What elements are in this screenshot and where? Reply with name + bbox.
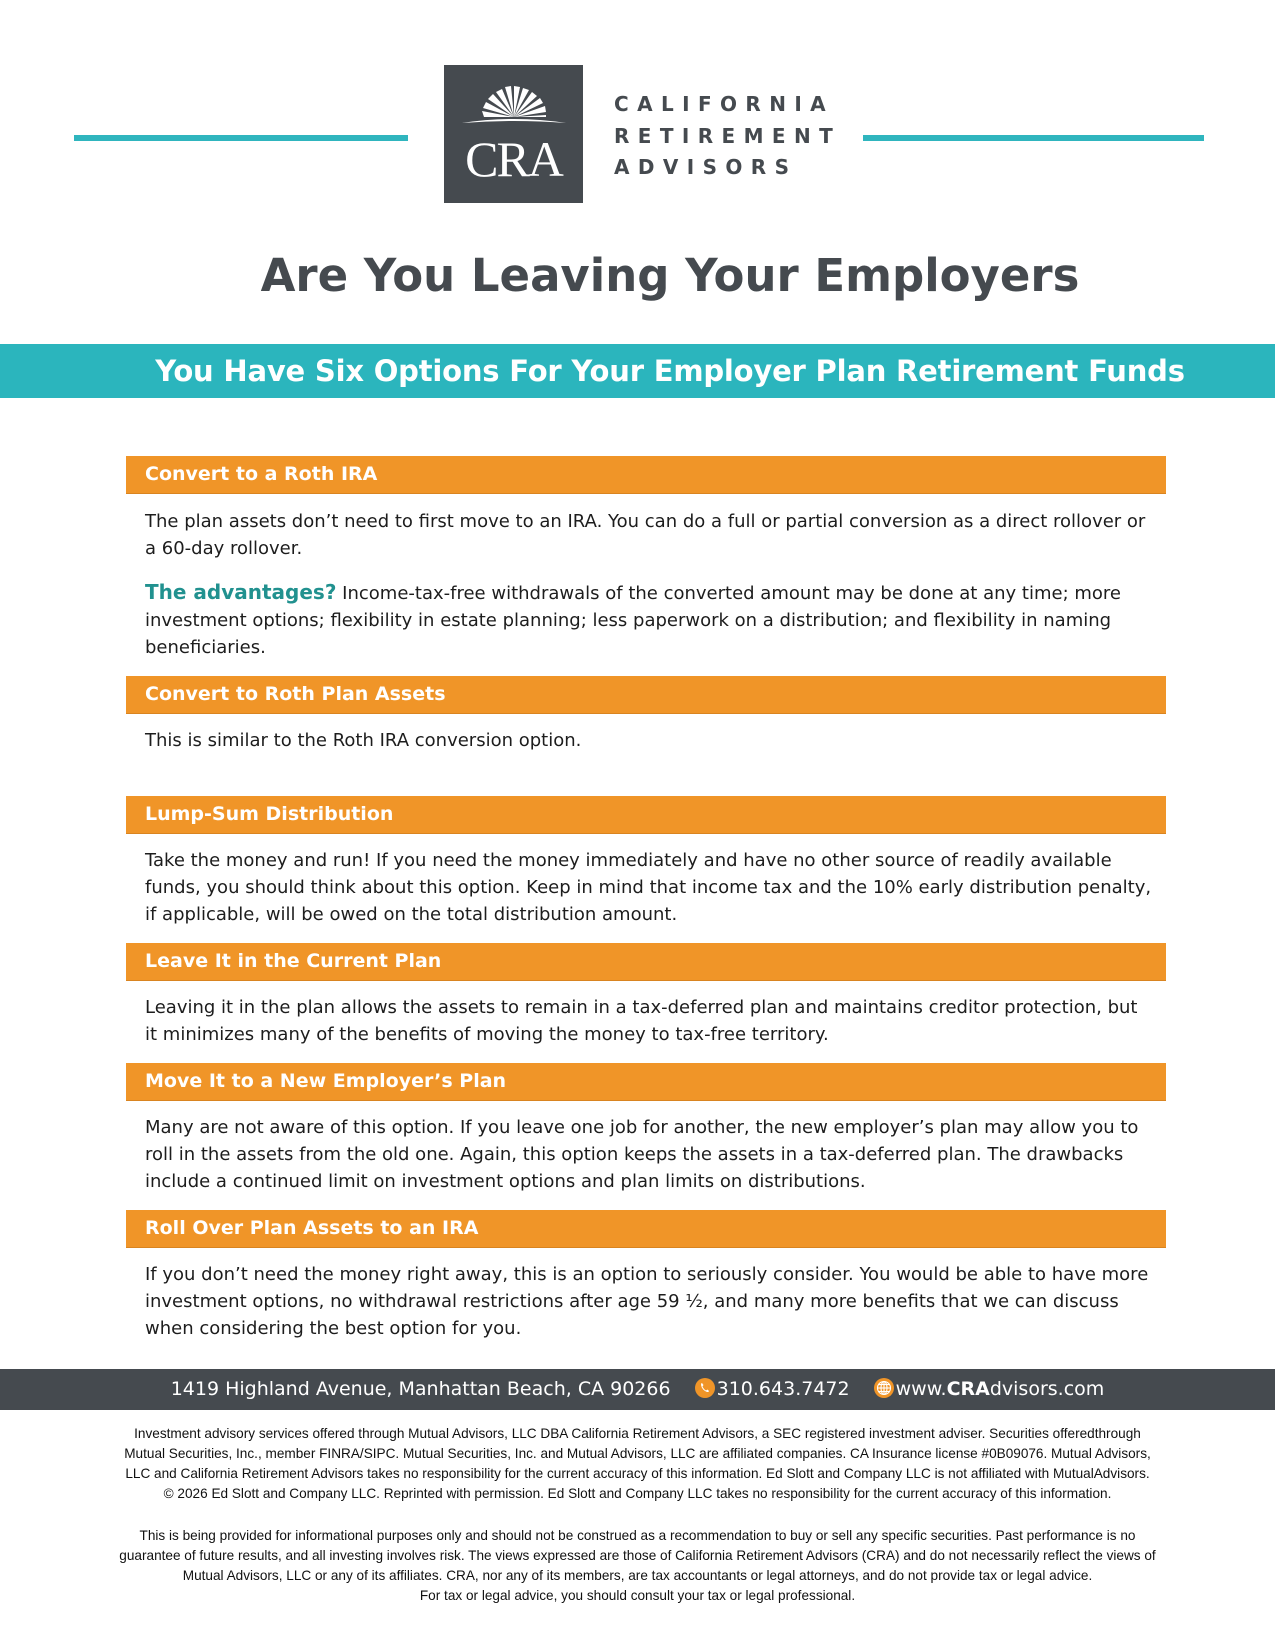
section-heading-rollover-ira [126,1210,1166,1247]
section-heading-label: Leave It in the Current Plan [145,950,442,972]
website-link[interactable] [896,1378,1105,1400]
paragraph-text: Leaving it in the plan allows the assets to remain in a tax-deferred plan and maintains creditor protection, but it minimizes many of the benefits of moving the money to tax-free territory. [145,997,1138,1045]
paragraph-text: The plan assets don’t need to first move to an IRA. You can do a full or partial conversion as a direct rollover or a 60-day rollover. [145,511,1146,559]
disclaimer-line: guarantee of future results, and all investing involves risk. The views expressed are those of California Retirement Advisors (CRA) and do not necessarily reflect the views of [119,1548,1156,1563]
header-divider-right [863,135,1204,141]
page-title: Are You Leaving Your Employers [260,249,1080,302]
disclaimer-line: Mutual Securities, Inc., member FINRA/SIPC. Mutual Securities, Inc. and Mutual Advisors, LLC are affiliated companies. CA Insurance license #0B09076. Mutual Advisors, [124,1446,1151,1461]
section-paragraph [145,1114,1155,1195]
section-heading-label: Lump-Sum Distribution [145,803,394,825]
address: 1419 Highland Avenue, Manhattan Beach, CA 90266 [170,1378,671,1400]
section-paragraph [145,508,1155,562]
logo-initials: CRA [465,131,562,187]
section-heading-label: Convert to Roth Plan Assets [145,683,446,705]
phone-icon [695,1378,715,1398]
phone-number[interactable]: 310.643.7472 [716,1378,850,1400]
disclaimer-line: LLC and California Retirement Advisors takes no responsibility for the current accuracy of this information. Ed Slott and Company LLC is not affiliated with MutualAdvisors. [125,1466,1150,1481]
sunrise-icon [444,65,583,135]
disclaimer-line: For tax or legal advice, you should consult your tax or legal professional. [419,1588,856,1603]
paragraph-text: If you don’t need the money right away, this is an option to seriously consider. You would be able to have more investment options, no withdrawal restrictions after age 59 ½, and many more benefits that we can discuss when considering the best option for you. [145,1264,1149,1339]
section-heading-leave-in-plan [126,943,1166,980]
section-heading-roth-ira [126,456,1166,493]
subtitle-text: You Have Six Options For Your Employer Plan Retirement Funds [155,354,1185,388]
section-paragraph [145,994,1155,1048]
brand-line-1: CALIFORNIA [614,92,835,116]
disclaimer-line: This is being provided for informational purposes only and should not be construed as a recommendation to buy or sell any specific securities. Past performance is no [139,1528,1136,1543]
section-heading-label: Move It to a New Employer’s Plan [145,1070,507,1092]
disclaimer-regulatory [60,1424,1215,1504]
section-heading-roth-plan-assets [126,676,1166,713]
paragraph-text: Many are not aware of this option. If you leave one job for another, the new employer’s plan may allow you to roll in the assets from the old one. Again, this option keeps the assets in a tax-deferred plan. The drawbacks include a continued limit on investment options and plan limits on distributions. [145,1117,1139,1192]
subtitle-band [0,344,1275,398]
paragraph-text: Income-tax-free withdrawals of the converted amount may be done at any time; more investment options; flexibility in estate planning; less paperwork on a distribution; and flexibility in naming beneficiaries. [145,583,1121,658]
disclaimer-line: © 2026 Ed Slott and Company LLC. Reprinted with permission. Ed Slott and Company LLC takes no responsibility for the current accuracy of this information. [163,1486,1112,1501]
section-paragraph [145,847,1155,928]
logo [444,65,583,203]
section-paragraph [145,1261,1155,1342]
disclaimer-informational [60,1526,1215,1606]
section-paragraph [145,727,1155,754]
website-prefix: www. [895,1378,947,1400]
paragraph-text: Take the money and run! If you need the money immediately and have no other source of readily available funds, you should think about this option. Keep in mind that income tax and the 10% early distribution penalty, if applicable, will be owed on the total distribution amount. [145,850,1152,925]
section-paragraph-advantages [145,579,1155,661]
header-divider-left [74,135,408,141]
section-heading-label: Roll Over Plan Assets to an IRA [145,1217,479,1239]
globe-icon [874,1378,894,1398]
website-bold: CRA [946,1378,990,1400]
brand-name [614,89,841,184]
section-heading-new-employer-plan [126,1063,1166,1100]
disclaimer-line: Investment advisory services offered through Mutual Advisors, LLC DBA California Retirement Advisors, a SEC registered investment adviser. Securities offeredthrough [134,1426,1141,1441]
section-heading-lump-sum [126,796,1166,833]
website-suffix: dvisors.com [989,1378,1105,1400]
section-heading-label: Convert to a Roth IRA [145,463,378,485]
contact-info [0,1369,1275,1410]
disclaimer-line: Mutual Advisors, LLC or any of its affiliates. CRA, nor any of its members, are tax accountants or legal attorneys, and do not provide tax or legal advice. [182,1568,1093,1583]
advantages-lead: The advantages? [145,580,337,604]
paragraph-text: This is similar to the Roth IRA conversion option. [145,730,582,751]
brand-line-3: ADVISORS [614,155,798,179]
brand-line-2: RETIREMENT [614,123,842,148]
contact-footer [0,1369,1275,1410]
